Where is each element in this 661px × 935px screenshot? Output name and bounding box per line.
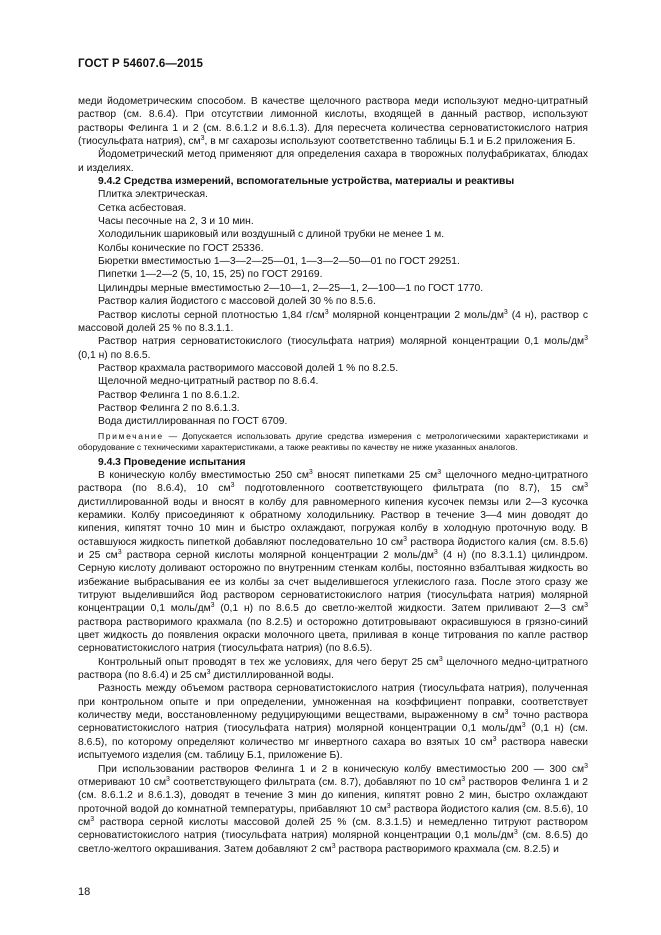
paragraph-intro: меди йодометрическим способом. В качестве щелочного раствора меди используют медно-цитратный раствор (см. 8.6.4). При отсутствии лимонной кислоты, входящей в данный раствор, используют растворы Фелинга 1 и 2 (см. 8.6.1.2 и 8.6.1.3). Для пересчета количества серноватистокислого натрия (тиосульфата натрия), $см^3$, в мг сахарозы используют соответственно таблицы Б.1 и Б.2 приложения Б. (78, 96, 588, 148)
list-item: Бюретки вместимостью 1—3—2—25—01, 1—3—2—50—01 по ГОСТ 29251. (98, 256, 460, 268)
list-item: Вода дистиллированная по ГОСТ 6709. (98, 416, 288, 428)
list-item: Колбы конические по ГОСТ 25336. (98, 242, 264, 254)
note-label: Примечание (98, 430, 164, 441)
note-text: — Допускается использовать другие средства измерения с метрологическими характеристиками и оборудование с техническими характеристиками, а также реактивы по качеству не ниже указанных аналогов. (78, 430, 588, 453)
document-header: ГОСТ Р 54607.6—2015 (78, 58, 203, 70)
paragraph-difference: Разность между объемом раствора серноватистокислого натрия (тиосульфата натрия), полученная при контрольном опыте и при определении, умноженная на коэффициент поправки, соответствует количеству меди, восстановленному редуцирующими веществами, выраженному в $см^3$ точно раствора серноватистокислого натрия (тиосульфата натрия) молярной концентрации 0,1 моль/$дм^3$ (0,1 н) (см. 8.6.5), по которому определяют количество мг инвертного сахара во взятых 10 $см^3$ раствора навески испытуемого изделия (см. таблицу Б.1, приложение Б). (78, 683, 588, 762)
list-item: Часы песочные на 2, 3 и 10 мин. (98, 216, 254, 228)
document-body (78, 95, 588, 856)
list-item: Пипетки 1—2—2 (5, 10, 15, 25) по ГОСТ 29169. (98, 269, 323, 281)
list-item-thiosulfate: Раствор натрия серноватистокислого (тиосульфата натрия) молярной концентрации 0,1 моль/$дм^3$ (0,1 н) по 8.6.5. (78, 335, 588, 361)
list-item: Плитка электрическая. (98, 189, 208, 201)
list-item: Раствор крахмала растворимого массовой долей 1 % по 8.2.5. (98, 362, 399, 374)
list-item-sulfuric-acid: Раствор кислоты серной плотностью 1,84 $г/см^3$ молярной концентрации 2 моль/$дм^3$ (4 н), раствор с массовой долей 25 % по 8.3.1.1. (78, 308, 588, 334)
paragraph-fehling: При использовании растворов Фелинга 1 и 2 в коническую колбу вместимостью 200 — 300 $см^3$ отмеривают 10 $см^3$ соответствующего фильтрата (см. 8.7), добавляют по 10 $см^3$ растворов Фелинга 1 и 2 (см. 8.6.1.2 и 8.6.1.3), доводят в течение 3 мин до кипения, кипятят ровно 2 мин, быстро охлаждают проточной водой до комнатной температуры, прибавляют 10 $см^3$ раствора йодистого калия (см. 8.5.6), 10 $см^3$ раствора серной кислоты массовой долей 25 % (см. 8.3.1.5) и немедленно титруют раствором серноватистокислого натрия (тиосульфата натрия) молярной концентрации 0,1 моль/$дм^3$ (см. 8.6.5) до светло-желтого окрашивания. Затем добавляют 2 $см^3$ раствора растворимого крахмала (см. 8.2.5) и (78, 762, 589, 855)
list-item: Щелочной медно-цитратный раствор по 8.6.4. (98, 376, 319, 388)
list-item: Раствор Фелинга 1 по 8.6.1.2. (98, 389, 240, 401)
list-item: Раствор калия йодистого с массовой долей 30 % по 8.5.6. (98, 296, 376, 308)
list-item: Раствор Фелинга 2 по 8.6.1.3. (98, 402, 240, 414)
page-number: 18 (78, 886, 91, 898)
paragraph-iodometric-use: Йодометрический метод применяют для определения сахара в творожных полуфабрикатах, блюдах и изделиях. (78, 149, 588, 174)
paragraph-control-test: Контрольный опыт проводят в тех же условиях, для чего берут 25 $см^3$ щелочного медно-цитратного раствора (по 8.6.4) и 25 $см^3$ дистиллированной воды. (78, 655, 588, 682)
note (78, 431, 588, 454)
paragraph-procedure: В коническую колбу вместимостью 250 $см^3$ вносят пипетками 25 $см^3$ щелочного медно-цитратного раствора (по 8.6.4), 10 $см^3$ подготовленного соответствующего фильтрата (по 8.7), 15 $см^3$ дистиллированной воды и вносят в колбу для равномерного кипения кусочек пемзы или 2—3 кусочка керамики. Колбу присоединяют к обратному холодильнику. Раствор в течение 3—4 мин доводят до кипения, кипятят точно 10 мин и быстро охлаждают, погружая колбу в холодную проточную воду. В оставшуюся жидкость пипеткой добавляют последовательно 10 $см^3$ раствора йодистого калия (см. 8.5.6) и 25 $см^3$ раствора серной кислоты молярной концентрации 2 моль/$дм^3$ (4 н) (по 8.3.1.1) цилиндром. Серную кислоту доливают осторожно по внутренним стенкам колбы, постоянно взбалтывая жидкость во избежание выбрасывания ее из колбы за счет выделившегося углекислого газа. После этого сразу же титруют выделившийся йод раствором серноватистокислого натрия (тиосульфата натрия) молярной концентрации 0,1 моль/$дм^3$ (0,1 н) по 8.6.5 до светло-желтой жидкости. Затем приливают 2—3 $см^3$ раствора растворимого крахмала (по 8.2.5) и осторожно дотитровывают окрасившуюся в грязно-синий цвет жидкость до появления окраски молочного цвета, приливая в конце титрования по капле раствор серноватистокислого натрия (тиосульфата натрия) (по 8.6.5). (78, 468, 589, 655)
list-item: Цилиндры мерные вместимостью 2—10—1, 2—25—1, 2—100—1 по ГОСТ 1770. (98, 282, 484, 294)
list-item: Холодильник шариковый или воздушный с длиной трубки не менее 1 м. (98, 229, 445, 241)
list-item: Сетка асбестовая. (98, 202, 187, 214)
section-heading-9-4-3: 9.4.3 Проведение испытания (98, 456, 246, 468)
section-heading-9-4-2: 9.4.2 Средства измерений, вспомогательные устройства, материалы и реактивы (98, 176, 515, 188)
